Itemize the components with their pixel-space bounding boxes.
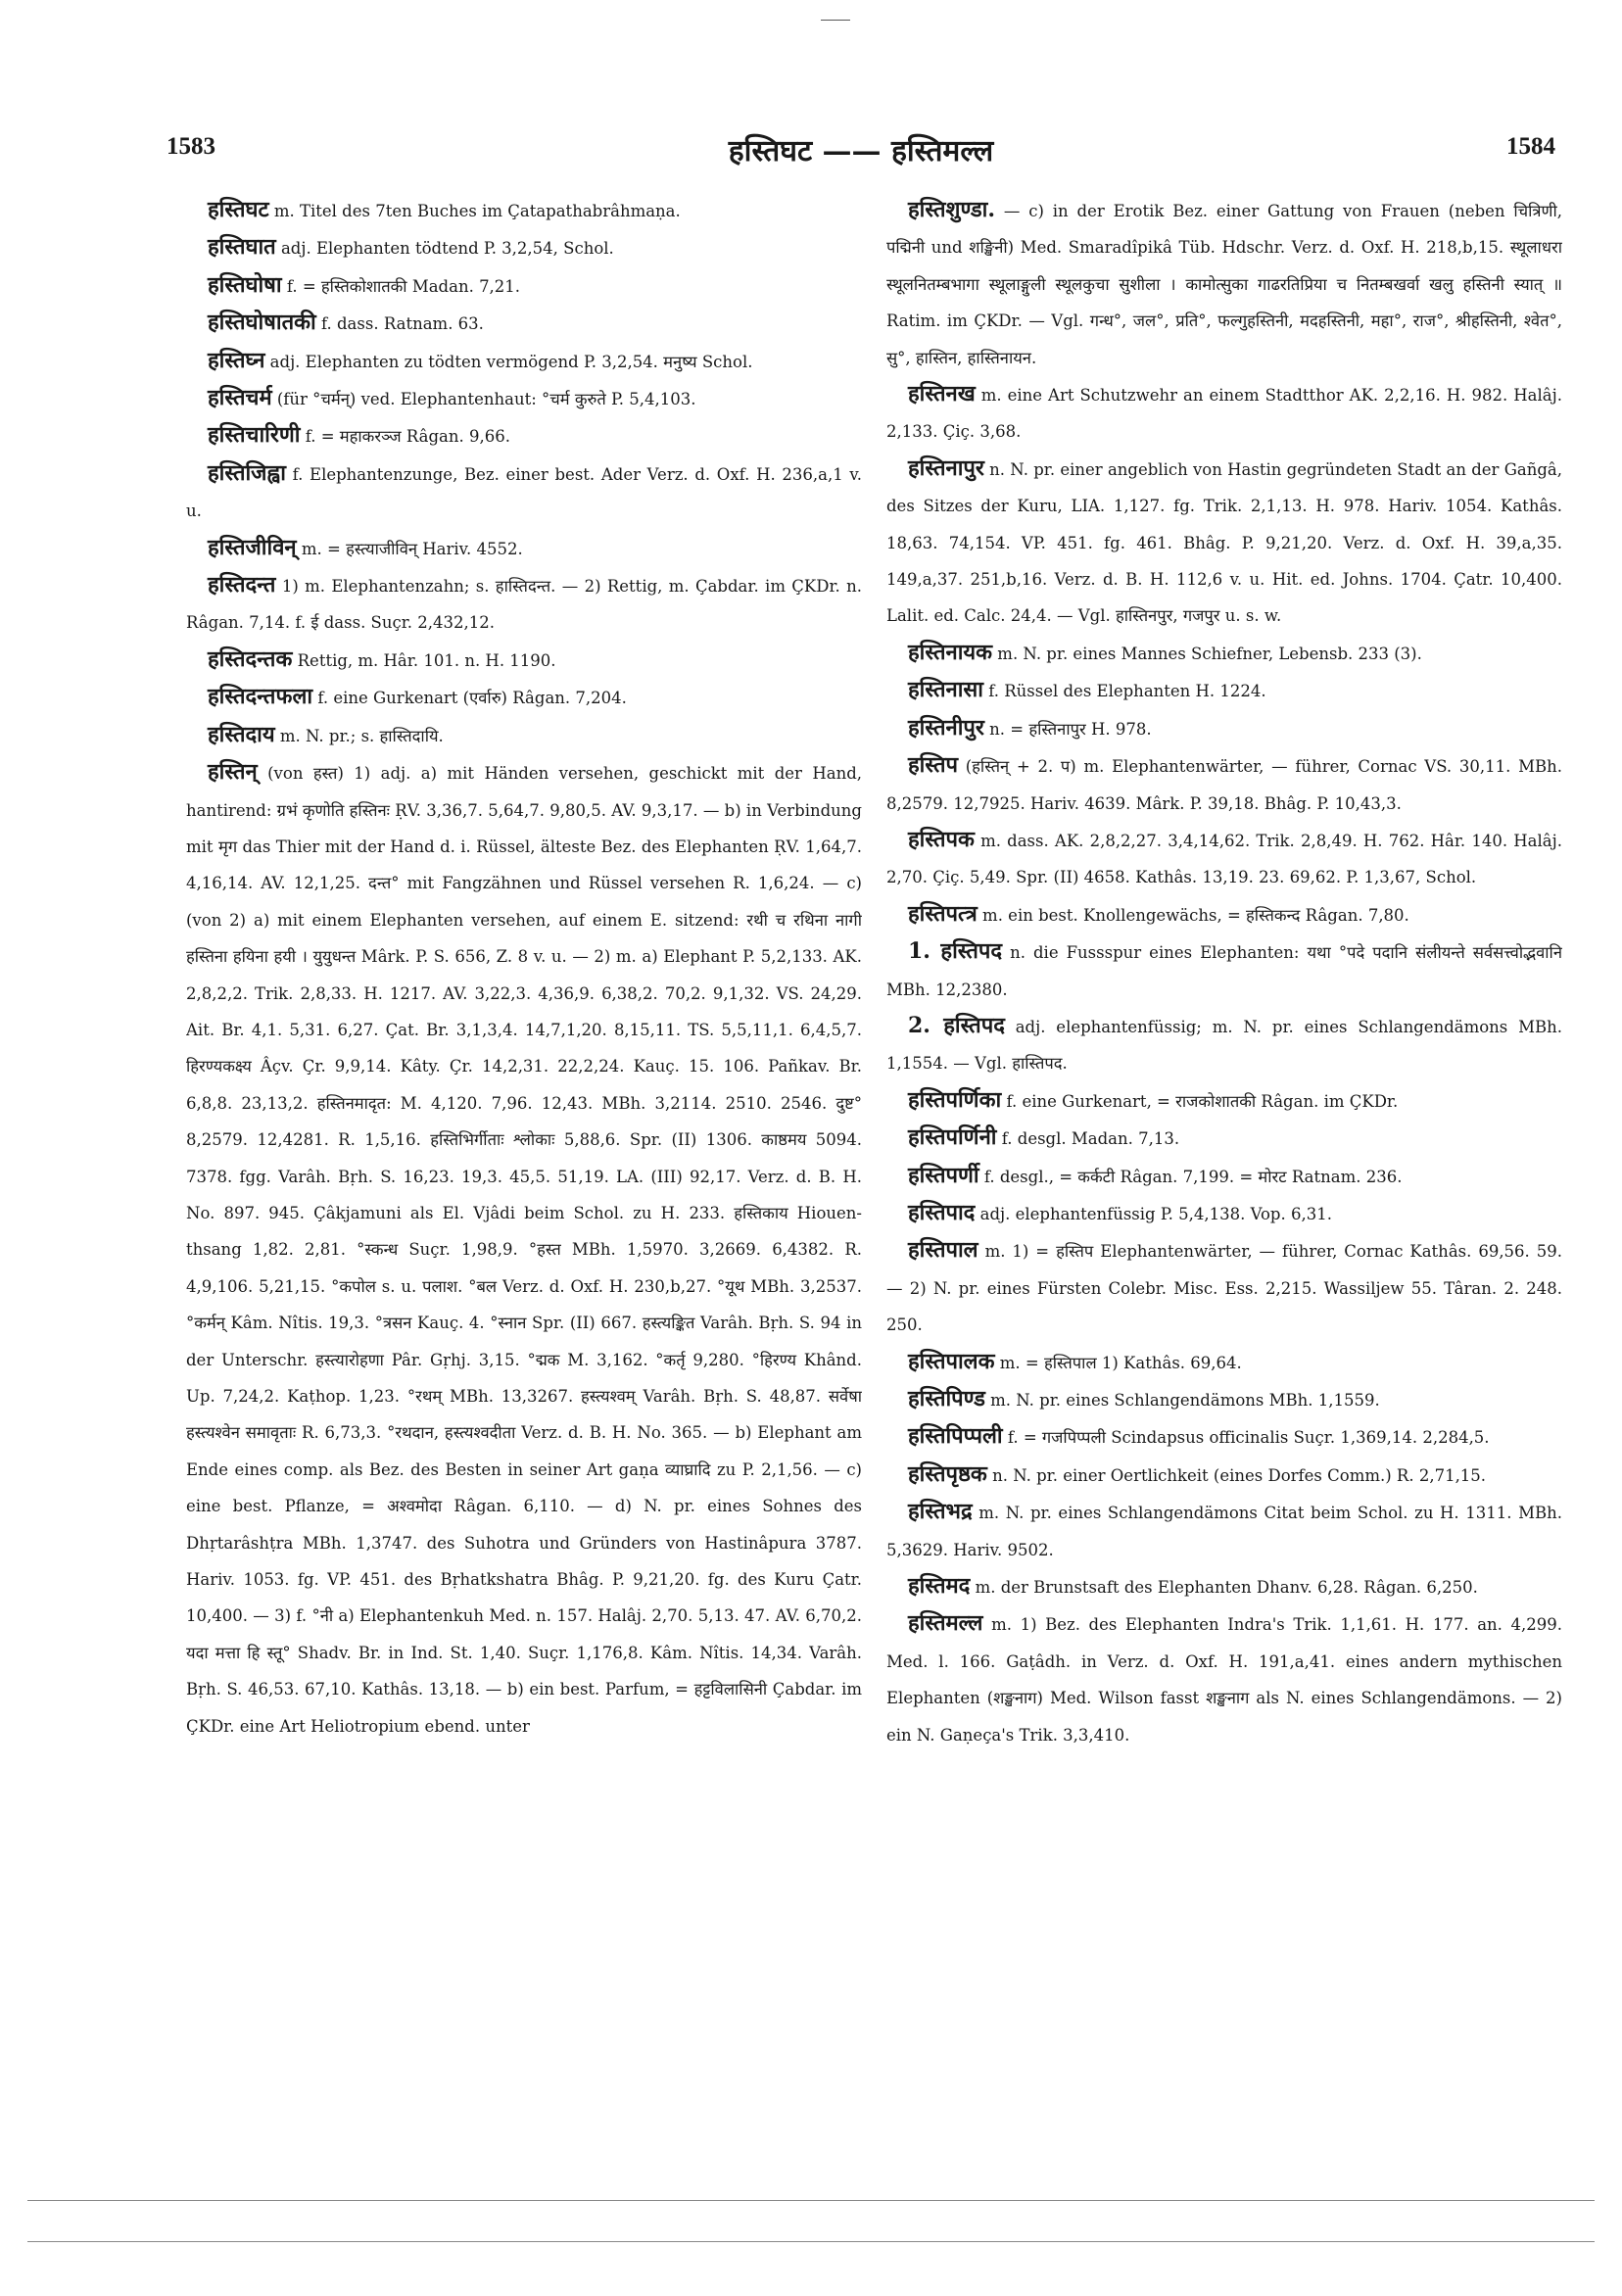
dictionary-entry [186,229,862,266]
entry-definition: Rettig, m. Hâr. 101. n. H. 1190. [297,650,556,670]
entry-headword: हस्तिदाय [208,721,275,747]
dictionary-entry [886,1158,1562,1195]
entry-definition: (für °चर्मन्) ved. Elephantenhaut: °चर्म कुरुते P. 5,4,103. [276,390,696,409]
dictionary-entry [886,1568,1562,1605]
entry-definition: f. eine Gurkenart, = राजकोशातकी Râgan. im ÇKDr. [1006,1091,1399,1111]
dictionary-entry [886,1195,1562,1232]
dictionary-entry [186,192,862,229]
page-header [167,133,1555,178]
dictionary-entry [886,1418,1562,1456]
dictionary-entry [186,267,862,305]
entry-headword: हस्तिशुण्डा. [908,197,996,222]
entry-headword: हस्तिजीविन् [208,534,297,560]
entry-headword: 2. हस्तिपद [908,1012,1005,1038]
entry-headword: हस्तिन् [208,759,258,786]
running-head: हस्तिघट —— हस्तिमल्ल [728,134,994,168]
entry-definition: f. Elephantenzunge, Bez. einer best. Ader Verz. d. Oxf. H. 236,a,1 v. u. [186,464,862,521]
entry-headword: हस्तिपर्णिनी [908,1124,997,1151]
dictionary-entry [186,305,862,342]
entry-definition: 1) m. Elephantenzahn; s. हास्तिदन्त. — 2) Rettig, m. Çabdar. im ÇKDr. n. Râgan. 7,14. f. ई dass. Suçr. 2,432,12. [186,577,862,633]
entry-headword: हस्तिचारिणी [208,422,301,449]
dictionary-entry [186,567,862,642]
dictionary-entry [186,380,862,417]
entry-headword: हस्तिघात [208,234,276,261]
dictionary-entry [886,1344,1562,1381]
dictionary-entry [886,1232,1562,1343]
dictionary-entry [186,679,862,716]
entry-definition: m. 1) = हस्तिप Elephantenwärter, — führer, Cornac Kathâs. 69,56. 59. — 2) N. pr. eines Fürsten Colebr. Misc. Ess. 2,215. Wassiljew 55. Târan. 2. 248. 250. [886,1242,1562,1335]
entry-headword: हस्तिनासा [908,677,983,703]
entry-headword: हस्तिदन्तफला [208,684,313,710]
entry-headword: हस्तिनीपुर [908,714,984,741]
dictionary-entry [886,672,1562,709]
entry-headword: हस्तिपत्त्र [908,900,978,927]
entry-headword: हस्तिपिप्पली [908,1423,1003,1450]
entry-headword: हस्तिचर्म [208,385,272,411]
dictionary-entry [886,1494,1562,1568]
dictionary-entry [186,417,862,454]
right-column [886,192,1562,2131]
dictionary-entry [186,754,862,1745]
dictionary-entry [886,747,1562,822]
entry-headword: हस्तिपृष्ठक [908,1460,987,1487]
entry-headword: हस्तिघोषातकी [208,310,316,336]
entry-definition: n. N. pr. einer angeblich von Hastin gegründeten Stadt an der Gañgâ, des Sitzes der Kuru, LIA. 1,127. fg. Trik. 2,1,13. H. 978. Hariv. 1054. Kathâs. 18,63. 74,154. VP. 451. fg. 461. Bhâg. P. 9,21,20. Verz. d. Oxf. H. 39,a,35. 149,a,37. 251,b,16. Verz. d. B. H. 112,6 v. u. Hit. ed. Johns. 1704. Çatr. 10,400. Lalit. ed. Calc. 24,4. — Vgl. हास्तिनपुर, गजपुर u. s. w. [886,459,1562,626]
entry-definition: f. = महाकरञ्ज Râgan. 9,66. [305,427,510,447]
left-column [186,192,862,2131]
entry-headword: हस्तिनायक [908,639,993,665]
entry-definition: m. 1) Bez. des Elephanten Indra's Trik. 1,1,61. H. 177. an. 4,299. Med. l. 166. Gaṭâdh. in Verz. d. Oxf. H. 191,a,41. eines andern mythischen Elephanten (शङ्खनाग) Med. Wilson fasst शङ्खनाग als N. eines Schlangendämons. — 2) ein N. Gaṇeça's Trik. 3,3,410. [886,1615,1562,1745]
entry-headword: हस्तिपक [908,826,975,852]
entry-definition: n. = हस्तिनापुर H. 978. [989,719,1152,739]
dictionary-entry [886,1605,1562,1753]
dictionary-entry [886,1381,1562,1418]
dictionary-entry [886,635,1562,672]
entry-definition: f. desgl., = कर्कटी Râgan. 7,199. = मोरट Ratnam. 236. [983,1167,1403,1186]
entry-headword: हस्तिमल्ल [908,1610,983,1637]
page-number-left: 1583 [167,133,215,160]
entry-definition: adj. Elephanten zu tödten vermögend P. 3,2,54. मनुष्य Schol. [269,352,753,371]
top-crop-mark [821,20,850,21]
entry-definition: f. Rüssel des Elephanten H. 1224. [988,682,1266,701]
page-number-right: 1584 [1506,133,1555,160]
entry-definition: f. = गजपिप्पली Scindapsus officinalis Suçr. 1,369,14. 2,284,5. [1007,1428,1490,1448]
dictionary-entry [186,530,862,567]
dictionary-entry [186,343,862,380]
entry-definition: m. dass. AK. 2,8,2,27. 3,4,14,62. Trik. 2,8,49. H. 762. Hâr. 140. Halâj. 2,70. Çiç. 5,49. Spr. (II) 4658. Kathâs. 13,19. 23. 69,62. P. 1,3,67, Schol. [886,831,1562,887]
dictionary-entry [886,710,1562,747]
entry-definition: m. N. pr. eines Schlangendämons MBh. 1,1559. [990,1391,1380,1410]
entry-headword: हस्तिनापुर [908,454,984,481]
entry-definition: (von हस्त) 1) adj. a) mit Händen versehen, geschickt mit der Hand, hantirend: ग्रभं कृणोति हस्तिनः ṚV. 3,36,7. 5,64,7. 9,80,5. AV. 9,3,17. — b) in Verbindung mit मृग das Thier mit der Hand d. i. Rüssel, älteste Bez. des Elephanten ṚV. 1,64,7. 4,16,14. AV. 12,1,25. दन्त° mit Fangzähnen und Rüssel versehen R. 1,6,24. — c) (von 2) a) mit einem Elephanten versehen, auf einem E. sitzend: रथी च रथिना नागी हस्तिना हयिना हयी । युयुधन्त Mârk. P. S. 656, Z. 8 v. u. — 2) m. a) Elephant P. 5,2,133. AK. 2,8,2,2. Trik. 2,8,33. H. 1217. AV. 3,22,3. 4,36,9. 6,38,2. 70,2. 9,1,32. VS. 24,29. Ait. Br. 4,1. 5,31. 6,27. Çat. Br. 3,1,3,4. 14,7,1,20. 8,15,11. TS. 5,5,11,1. 6,4,5,7. हिरण्यकक्ष्य Âçv. Çr. 9,9,14. Kâty. Çr. 14,2,31. 22,2,24. Kauç. 15. 106. Pañkav. Br. 6,8,8. 23,13,2. हस्तिनमादृत: M. 4,120. 7,96. 12,43. MBh. 3,2114. 2510. 2546. दुष्ट° 8,2579. 12,4281. R. 1,5,16. हस्तिभिर्गीताः श्लोकाः 5,88,6. Spr. (II) 1306. काष्ठमय 5094. 7378. fgg. Varâh. Bṛh. S. 16,23. 19,3. 45,5. 51,19. LA. (III) 92,17. Verz. d. B. H. No. 897. 945. Çâkjamuni als El. Vjâdi beim Schol. zu H. 233. हस्तिकाय Hiouen-thsang 1,82. 2,81. °स्कन्ध Suçr. 1,98,9. °हस्त MBh. 1,5970. 3,2669. 6,4382. R. 4,9,106. 5,21,15. °कपोल s. u. पलाश. °बल Verz. d. Oxf. H. 230,b,27. °यूथ MBh. 3,2537. °कर्मन् Kâm. Nîtis. 19,3. °त्रसन Kauç. 4. °स्नान Spr. (II) 667. हस्त्यङ्कित Varâh. Bṛh. S. 94 in der Unterschr. हस्त्यारोहणा Pâr. Gṛhj. 3,15. °द्मक M. 3,162. °कर्तृ 9,280. °हिरण्य Khând. Up. 7,24,2. Kaṭhop. 1,23. °रथम् MBh. 13,3267. हस्त्यश्वम् Varâh. Bṛh. S. 48,87. सर्वेषा हस्त्यश्वेन समावृताः R. 6,73,3. °रथदान, हस्त्यश्वदीता Verz. d. B. H. No. 365. — b) Elephant am Ende eines comp. als Bez. des Besten in seiner Art gaṇa व्याघ्रादि zu P. 2,1,56. — c) eine best. Pflanze, = अश्वमोदा Râgan. 6,110. — d) N. pr. eines Sohnes des Dhṛtarâshṭra MBh. 1,3747. des Suhotra und Gründers von Hastinâpura 3787. Hariv. 1053. fg. VP. 451. des Bṛhatkshatra Bhâg. P. 9,21,20. fg. des Kuru Çatr. 10,400. — 3) f. °नी a) Elephantenkuh Med. n. 157. Halâj. 2,70. 5,13. 47. AV. 6,70,2. यदा मत्ता हि स्तू° Shadv. Br. in Ind. St. 1,40. Suçr. 1,176,8. Kâm. Nîtis. 14,34. Varâh. Bṛh. S. 46,53. 67,10. Kathâs. 13,18. — b) ein best. Parfum, = हट्टविलासिनी Çabdar. im ÇKDr. eine Art Heliotropium ebend. unter [186,764,862,1736]
entry-headword: हस्तिदन्तक [208,646,293,672]
entry-headword: हस्तिघट [208,197,269,222]
entry-definition: n. die Fussspur eines Elephanten: यथा °पदे पदानि संलीयन्ते सर्वसत्त्वोद्भवानि MBh. 12,2380. [886,943,1562,999]
entry-definition: m. der Brunstsaft des Elephanten Dhanv. 6,28. Râgan. 6,250. [975,1578,1478,1598]
entry-headword: हस्तिघोषा [208,271,282,298]
entry-definition: f. dass. Ratnam. 63. [320,314,484,334]
dictionary-entry [886,896,1562,933]
dictionary-entry [186,717,862,754]
entry-definition: m. = हस्तिपाल 1) Kathâs. 69,64. [999,1353,1242,1372]
entry-headword: हस्तिनख [908,381,976,407]
entry-definition: m. N. pr. eines Mannes Schiefner, Lebensb. 233 (3). [997,644,1422,663]
dictionary-entry [186,642,862,679]
dictionary-entry [186,455,862,530]
entry-definition: adj. Elephanten tödtend P. 3,2,54, Schol. [280,239,614,259]
entry-definition: f. desgl. Madan. 7,13. [1001,1129,1180,1149]
dictionary-entry [886,376,1562,451]
entry-headword: हस्तिपालक [908,1348,995,1374]
entry-headword: हस्तिपर्णिका [908,1086,1002,1113]
entry-headword: हस्तिघ्न [208,347,265,373]
entry-headword: हस्तिपाद [908,1199,976,1225]
footer-rule-2 [27,2241,1595,2242]
entry-definition: f. = हस्तिकोशातकी Madan. 7,21. [286,276,521,296]
entry-headword: हस्तिपाल [908,1237,978,1264]
entry-definition: m. ein best. Knollengewächs, = हस्तिकन्द Râgan. 7,80. [982,905,1409,925]
entry-definition: m. Titel des 7ten Buches im Çatapathabrâhmaṇa. [273,202,681,220]
dictionary-entry [886,1008,1562,1082]
entry-definition: m. = हस्त्याजीविन् Hariv. 4552. [301,539,523,558]
entry-headword: हस्तिमद [908,1573,971,1600]
entry-definition: m. N. pr.; s. हास्तिदायि. [279,726,444,745]
entry-headword: हस्तिप [908,752,958,779]
footer-rule-1 [27,2200,1595,2201]
entry-headword: हस्तिपर्णी [908,1162,979,1188]
dictionary-entry [886,192,1562,376]
entry-definition: adj. elephantenfüssig; m. N. pr. eines Schlangendämons MBh. 1,1554. — Vgl. हास्तिपद. [886,1017,1562,1074]
entry-headword: 1. हस्तिपद [908,938,1003,965]
dictionary-entry [886,1120,1562,1157]
dictionary-entry [886,933,1562,1008]
dictionary-entry [886,822,1562,896]
dictionary-entry [886,1457,1562,1494]
entry-definition: — c) in der Erotik Bez. einer Gattung von Frauen (neben चित्रिणी, पद्मिनी und शङ्खिनी) Med. Smaradîpikâ Tüb. Hdschr. Verz. d. Oxf. H. 218,b,15. स्थूलाधरा स्थूलनितम्बभागा स्थूलाङ्गुली स्थूलकुचा सुशीला । कामोत्सुका गाढरतिप्रिया च नितम्बखर्वा खलु हस्तिनी स्यात् ॥ Ratim. im ÇKDr. — Vgl. गन्ध°, जल°, प्रति°, फल्गुहस्तिनी, मदहस्तिनी, महा°, राज°, श्रीहस्तिनी, श्वेत°, सु°, हास्तिन, हास्तिनायन. [886,202,1562,367]
entry-definition: (हस्तिन् + 2. प) m. Elephantenwärter, — führer, Cornac VS. 30,11. MBh. 8,2579. 12,7925. Hariv. 4639. Mârk. P. 39,18. Bhâg. P. 10,43,3. [886,757,1562,813]
entry-headword: हस्तिभद्र [908,1499,973,1525]
entry-headword: हस्तिजिह्वा [208,459,286,486]
entry-headword: हस्तिदन्त [208,572,276,598]
entry-definition: adj. elephantenfüssig P. 5,4,138. Vop. 6,31. [979,1204,1332,1223]
entry-definition: m. eine Art Schutzwehr an einem Stadtthor AK. 2,2,16. H. 982. Halâj. 2,133. Çiç. 3,68. [886,386,1562,442]
entry-headword: हस्तिपिण्ड [908,1386,985,1411]
entry-definition: m. N. pr. eines Schlangendämons Citat beim Schol. zu H. 1311. MBh. 5,3629. Hariv. 9502. [886,1504,1562,1559]
entry-definition: n. N. pr. einer Oertlichkeit (eines Dorfes Comm.) R. 2,71,15. [992,1465,1487,1485]
dictionary-entry [886,451,1562,635]
entry-definition: f. eine Gurkenart (एर्वारु) Râgan. 7,204. [317,689,627,708]
dictionary-entry [886,1082,1562,1120]
